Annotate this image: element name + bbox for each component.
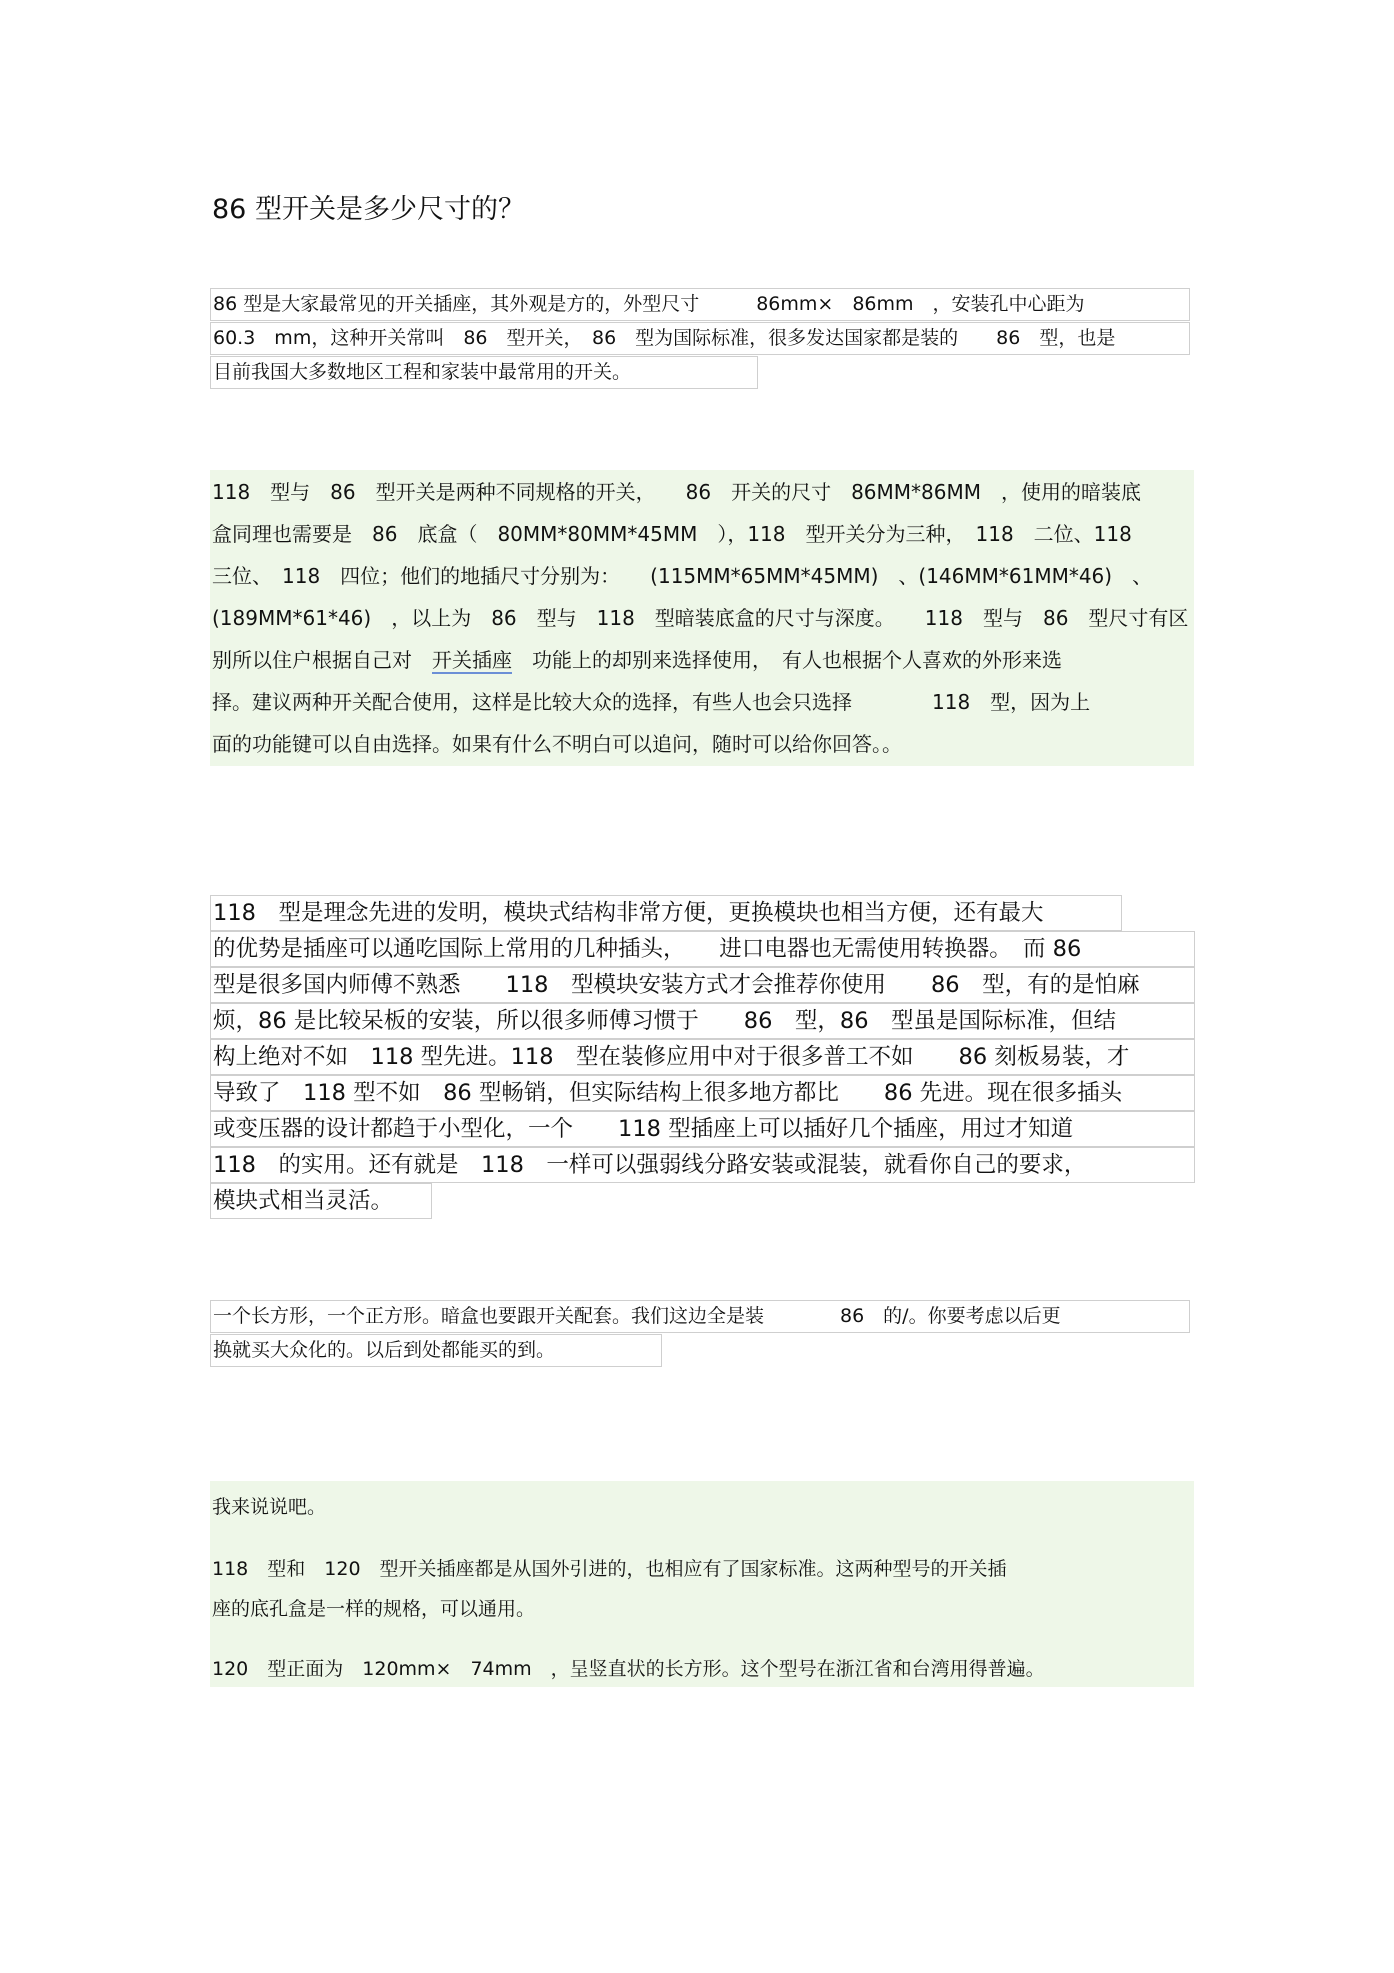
text-line: 模块式相当灵活。 bbox=[210, 1183, 432, 1219]
text-line: 86 型是大家最常见的开关插座，其外观是方的，外型尺寸 86mm× 86mm ，安装孔中心距为 bbox=[210, 288, 1190, 321]
paragraph-118-vs-86 bbox=[210, 470, 1194, 766]
paragraph-118-advantages bbox=[210, 895, 1195, 1225]
text-line: 择。建议两种开关配合使用，这样是比较大众的选择，有些人也会只选择 118 型，因为上 bbox=[212, 690, 1091, 714]
text-line: 或变压器的设计都趋于小型化，一个 118 型插座上可以插好几个插座，用过才知道 bbox=[210, 1111, 1195, 1147]
text-line: 60.3 mm，这种开关常叫 86 型开关， 86 型为国际标准，很多发达国家都是装的 86 型，也是 bbox=[210, 322, 1190, 355]
socket-link[interactable]: 开关插座 bbox=[432, 648, 512, 672]
text-line: 118 型与 86 型开关是两种不同规格的开关， 86 开关的尺寸 86MM*86MM ，使用的暗装底 bbox=[212, 480, 1141, 504]
text-line: 118 型是理念先进的发明，模块式结构非常方便，更换模块也相当方便，还有最大 bbox=[210, 895, 1122, 931]
text-line: 盒同理也需要是 86 底盒（ 80MM*80MM*45MM ），118 型开关分为三种， 118 二位、118 bbox=[212, 522, 1132, 546]
text-line: 座的底孔盒是一样的规格，可以通用。 bbox=[212, 1598, 536, 1620]
text-line: 面的功能键可以自由选择。如果有什么不明白可以追问，随时可以给你回答。。 bbox=[212, 732, 902, 756]
text-line: 目前我国大多数地区工程和家装中最常用的开关。 bbox=[210, 356, 758, 389]
text-line: 一个长方形，一个正方形。暗盒也要跟开关配套。我们这边全是装 86 的/。你要考虑以后更 bbox=[210, 1300, 1190, 1333]
paragraph-86-type-size bbox=[210, 288, 1190, 392]
text-line bbox=[210, 640, 1062, 681]
text-line: 118 的实用。还有就是 118 一样可以强弱线分路安装或混装，就看你自己的要求， bbox=[210, 1147, 1195, 1183]
text-line: 118 型和 120 型开关插座都是从国外引进的，也相应有了国家标准。这两种型号的开关插 bbox=[212, 1558, 1007, 1580]
text-line: 导致了 118 型不如 86 型畅销，但实际结构上很多地方都比 86 先进。现在很多插头 bbox=[210, 1075, 1195, 1111]
text-line: 构上绝对不如 118 型先进。118 型在装修应用中对于很多普工不如 86 刻板易装，才 bbox=[210, 1039, 1195, 1075]
text-line: 型是很多国内师傅不熟悉 118 型模块安装方式才会推荐你使用 86 型，有的是怕麻 bbox=[210, 967, 1195, 1003]
text-line: 烦，86 是比较呆板的安装，所以很多师傅习惯于 86 型，86 型虽是国际标准，但结 bbox=[210, 1003, 1195, 1039]
text-segment: 功能上的却别来选择使用， 有人也根据个人喜欢的外形来选 bbox=[512, 648, 1062, 672]
paragraph-118-120 bbox=[210, 1481, 1194, 1687]
paragraph-shape-note bbox=[210, 1300, 1190, 1372]
text-segment: 别所以住户根据自己对 bbox=[212, 648, 432, 672]
page-title: 86 型开关是多少尺寸的？ bbox=[212, 194, 525, 225]
text-line: 的优势是插座可以通吃国际上常用的几种插头， 进口电器也无需使用转换器。 而 86 bbox=[210, 931, 1195, 967]
text-line: 换就买大众化的。以后到处都能买的到。 bbox=[210, 1334, 662, 1367]
text-line: (189MM*61*46) ，以上为 86 型与 118 型暗装底盒的尺寸与深度。 118 型与 86 型尺寸有区 bbox=[212, 606, 1189, 630]
text-line: 三位、 118 四位；他们的地插尺寸分别为： (115MM*65MM*45MM) 、(146MM*61MM*46) 、 bbox=[212, 564, 1153, 588]
text-line: 我来说说吧。 bbox=[212, 1496, 327, 1518]
text-line: 120 型正面为 120mm× 74mm ，呈竖直状的长方形。这个型号在浙江省和台湾用得普遍。 bbox=[212, 1658, 1045, 1680]
